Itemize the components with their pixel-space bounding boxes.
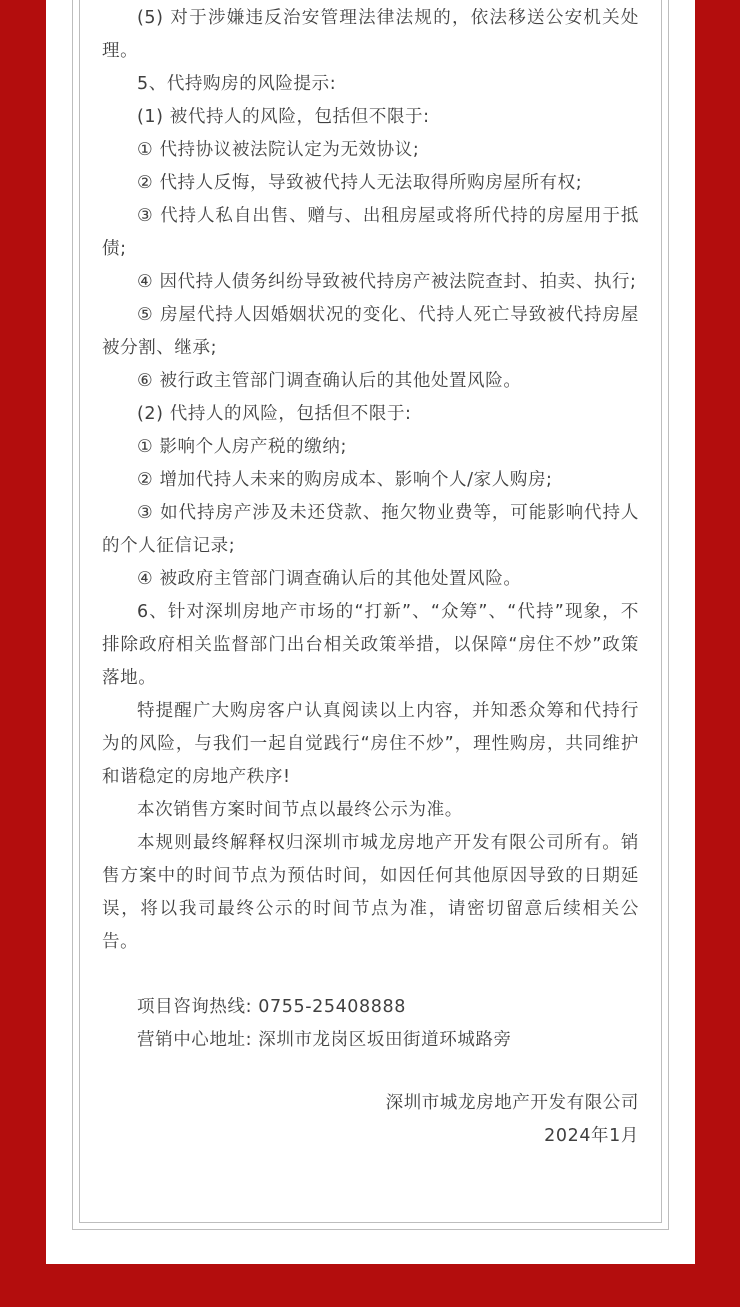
paragraph-timeline-note: 本次销售方案时间节点以最终公示为准。: [137, 800, 463, 820]
signature-company: 深圳市城龙房地产开发有限公司: [385, 1093, 639, 1113]
paragraph-public-security-referral: (5) 对于涉嫌违反治安管理法律法规的，依法移送公安机关处理。: [102, 8, 639, 61]
list-item: ④ 被政府主管部门调查确认后的其他处置风险。: [137, 569, 522, 589]
list-item: ① 代持协议被法院认定为无效协议;: [137, 140, 420, 160]
list-item: ② 增加代持人未来的购房成本、影响个人/家人购房;: [137, 470, 553, 490]
paragraph-reminder: 特提醒广大购房客户认真阅读以上内容，并知悉众筹和代持行为的风险，与我们一起自觉践行“房住不炒”，理性购房，共同维护和谐稳定的房地产秩序!: [102, 701, 639, 787]
contact-hotline: 项目咨询热线: 0755-25408888: [137, 997, 406, 1017]
signature-date: 2024年1月: [544, 1126, 639, 1146]
paragraph-proxied-party-risk: (1) 被代持人的风险，包括但不限于:: [137, 107, 430, 127]
list-item: ⑥ 被行政主管部门调查确认后的其他处置风险。: [137, 371, 522, 391]
list-item: ④ 因代持人债务纠纷导致被代持房产被法院查封、拍卖、执行;: [137, 272, 637, 292]
paragraph-interpretation-rights: 本规则最终解释权归深圳市城龙房地产开发有限公司所有。销售方案中的时间节点为预估时间，如因任何其他原因导致的日期延误，将以我司最终公示的时间节点为准，请密切留意后续相关公告。: [102, 833, 639, 952]
spacer: [102, 959, 639, 991]
list-item: ② 代持人反悔，导致被代持人无法取得所购房屋所有权;: [137, 173, 583, 193]
list-item: ① 影响个人房产税的缴纳;: [137, 437, 347, 457]
list-item: ③ 代持人私自出售、赠与、出租房屋或将所代持的房屋用于抵债;: [102, 206, 639, 259]
contact-address: 营销中心地址: 深圳市龙岗区坂田街道环城路旁: [137, 1030, 512, 1050]
paragraph-proxy-risk-heading: 5、代持购房的风险提示:: [137, 74, 337, 94]
notice-content: [102, 2, 639, 1153]
paragraph-market-policy: 6、针对深圳房地产市场的“打新”、“众筹”、“代持”现象，不排除政府相关监督部门出台相关政策举措，以保障“房住不炒”政策落地。: [102, 602, 639, 688]
spacer: [102, 1057, 639, 1087]
list-item: ⑤ 房屋代持人因婚姻状况的变化、代持人死亡导致被代持房屋被分割、继承;: [102, 305, 639, 358]
paragraph-proxy-holder-risk: (2) 代持人的风险，包括但不限于:: [137, 404, 412, 424]
list-item: ③ 如代持房产涉及未还贷款、拖欠物业费等，可能影响代持人的个人征信记录;: [102, 503, 639, 556]
